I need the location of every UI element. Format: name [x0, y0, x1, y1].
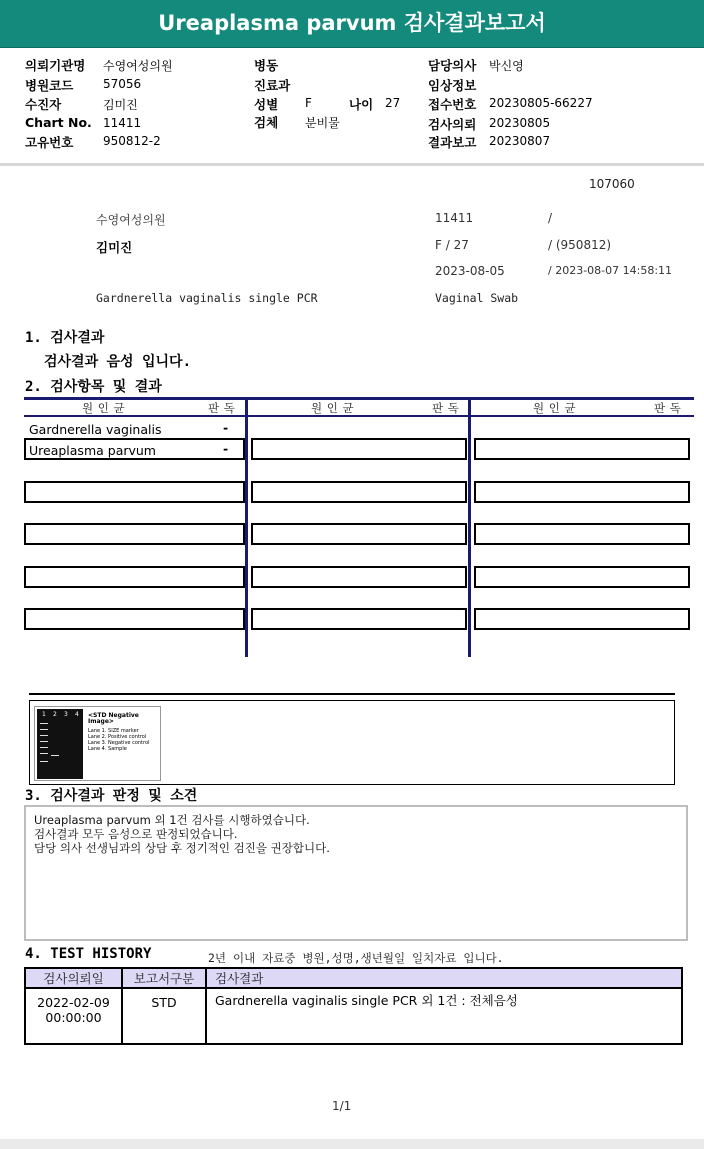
- empty-cell: [474, 523, 690, 545]
- specimen-label: 검체: [254, 115, 279, 130]
- col2-judgement-header: 판 독: [432, 401, 460, 415]
- gel-dark-panel: [37, 709, 83, 779]
- gel-image-frame: [29, 700, 675, 785]
- result-row-1-pathogen: Gardnerella vaginalis: [29, 422, 162, 437]
- col2-pathogen-header: 원 인 균: [311, 401, 355, 415]
- gel-legend-item: Lane 1. SIZE marker: [88, 728, 139, 734]
- section4-note: 2년 이내 자료중 병원,성명,생년월일 일치자료 입니다.: [208, 951, 504, 965]
- empty-cell: [24, 566, 245, 588]
- report-date-label: 결과보고: [428, 135, 477, 150]
- ward-label: 병동: [254, 58, 279, 73]
- unique-no-label: 고유번호: [25, 135, 74, 150]
- history-col-result: 검사결과: [206, 968, 682, 988]
- gel-band: [40, 741, 48, 742]
- hospital-code-label: 병원코드: [25, 78, 74, 93]
- result-row-1-result: -: [223, 420, 229, 435]
- table-row: [25, 988, 682, 1044]
- empty-cell: [251, 481, 467, 503]
- gel-lane-number: 2: [53, 711, 57, 718]
- gel-band: [40, 723, 48, 724]
- gel-band: [40, 753, 48, 754]
- empty-cell: [251, 523, 467, 545]
- empty-cell: [24, 523, 245, 545]
- section1-heading: 1. 검사결과: [25, 330, 105, 346]
- gel-electrophoresis-image: [34, 706, 161, 781]
- history-header-row: [25, 968, 682, 988]
- gel-legend: [88, 713, 160, 752]
- section3-heading: 3. 검사결과 판정 및 소견: [25, 788, 198, 804]
- chart-no-value: 11411: [103, 116, 142, 130]
- report-title: Ureaplasma parvum 검사결과보고서: [158, 11, 546, 35]
- clinical-info-label: 임상정보: [428, 78, 477, 93]
- gel-lane-number: 3: [64, 711, 68, 718]
- sex-label: 성별: [254, 97, 279, 112]
- empty-cell: [24, 481, 245, 503]
- gel-legend-item: Lane 2. Positive control: [88, 734, 147, 740]
- gel-top-rule: [29, 693, 675, 695]
- report-title-bar: [0, 0, 704, 48]
- history-col-type: 보고서구분: [122, 968, 206, 988]
- pb-name: 김미진: [96, 240, 133, 255]
- history-date: 2022-02-09: [37, 995, 110, 1010]
- unique-no-value: 950812-2: [103, 134, 161, 148]
- pb-birth: / (950812): [548, 238, 612, 252]
- section4-heading: 4. TEST HISTORY: [25, 946, 152, 962]
- pb-report-datetime: / 2023-08-07 14:58:11: [548, 264, 673, 277]
- receipt-no-label: 접수번호: [428, 97, 477, 112]
- report-date-value: 20230807: [489, 134, 551, 148]
- age-value: 27: [385, 96, 401, 110]
- patient-value: 김미진: [103, 98, 138, 112]
- gel-band: [40, 735, 48, 736]
- col3-pathogen-header: 원 인 균: [533, 401, 577, 415]
- institution-label: 의뢰기관명: [25, 58, 86, 73]
- hospital-code-value: 57056: [103, 77, 142, 91]
- pb-specimen: Vaginal Swab: [435, 291, 519, 305]
- gel-band: [40, 729, 48, 730]
- opinion-line: Ureaplasma parvum 외 1건 검사를 시행하였습니다.: [34, 813, 310, 827]
- receipt-no-value: 20230805-66227: [489, 96, 593, 110]
- page-number: 1/1: [332, 1099, 352, 1113]
- col1-pathogen-header: 원 인 균: [82, 401, 126, 415]
- chart-no-label: Chart No.: [25, 115, 92, 130]
- gel-band: [51, 755, 59, 756]
- col3-judgement-header: 판 독: [654, 401, 682, 415]
- empty-cell: [474, 481, 690, 503]
- col1-judgement-header: 판 독: [208, 401, 236, 415]
- empty-cell: [474, 608, 690, 630]
- page-bottom-bar: [0, 1139, 704, 1149]
- result-row-2-pathogen: Ureaplasma parvum: [29, 443, 156, 458]
- pb-slash: /: [548, 211, 553, 225]
- empty-cell: [251, 566, 467, 588]
- history-time: 00:00:00: [45, 1010, 102, 1025]
- sex-value: F: [305, 96, 312, 110]
- pb-institution: 수영여성의원: [96, 213, 166, 227]
- gel-legend-item: Lane 4. Sample: [88, 746, 127, 752]
- pb-request-date: 2023-08-05: [435, 264, 505, 278]
- gel-legend-item: Lane 3. Negative control: [88, 740, 150, 746]
- dept-label: 진료과: [254, 78, 291, 93]
- gel-legend-title: <STD Negative Image>: [88, 712, 139, 725]
- result-row-2-result: -: [223, 441, 229, 456]
- patient-label: 수진자: [25, 97, 62, 112]
- test-history-table: [24, 967, 683, 1045]
- request-date-value: 20230805: [489, 116, 551, 130]
- doctor-label: 담당의사: [428, 58, 477, 73]
- barcode-number: 107060: [589, 177, 635, 191]
- empty-cell: [251, 608, 467, 630]
- opinion-box: [24, 805, 688, 941]
- age-label: 나이: [349, 97, 374, 112]
- history-result: Gardnerella vaginalis single PCR 외 1건 : 전체음성: [206, 988, 682, 1044]
- grid-divider-1: [245, 397, 248, 657]
- empty-cell: [474, 438, 690, 460]
- grid-divider-2: [468, 397, 471, 657]
- pb-chart: 11411: [435, 211, 474, 225]
- gel-lane-number: 1: [42, 711, 46, 718]
- empty-cell: [24, 608, 245, 630]
- opinion-line: 담당 의사 선생님과의 상담 후 정기적인 검진을 권장합니다.: [34, 841, 330, 855]
- gel-lane-number: 4: [75, 711, 79, 718]
- history-date-cell: [25, 988, 122, 1044]
- header-divider: [0, 163, 704, 166]
- section2-heading: 2. 검사항목 및 결과: [25, 379, 162, 395]
- doctor-value: 박신영: [489, 59, 524, 73]
- gel-band: [40, 747, 48, 748]
- history-col-date: 검사의뢰일: [25, 968, 122, 988]
- request-date-label: 검사의뢰: [428, 117, 477, 132]
- history-type: STD: [122, 988, 206, 1044]
- institution-value: 수영여성의원: [103, 59, 173, 73]
- empty-cell: [251, 438, 467, 460]
- empty-cell: [474, 566, 690, 588]
- gel-band: [40, 761, 48, 762]
- section1-summary: 검사결과 음성 입니다.: [44, 354, 192, 370]
- opinion-line: 검사결과 모두 음성으로 판정되었습니다.: [34, 827, 238, 841]
- specimen-value: 분비물: [305, 116, 340, 130]
- pb-test-name: Gardnerella vaginalis single PCR: [96, 291, 318, 305]
- pb-sex-age: F / 27: [435, 238, 469, 252]
